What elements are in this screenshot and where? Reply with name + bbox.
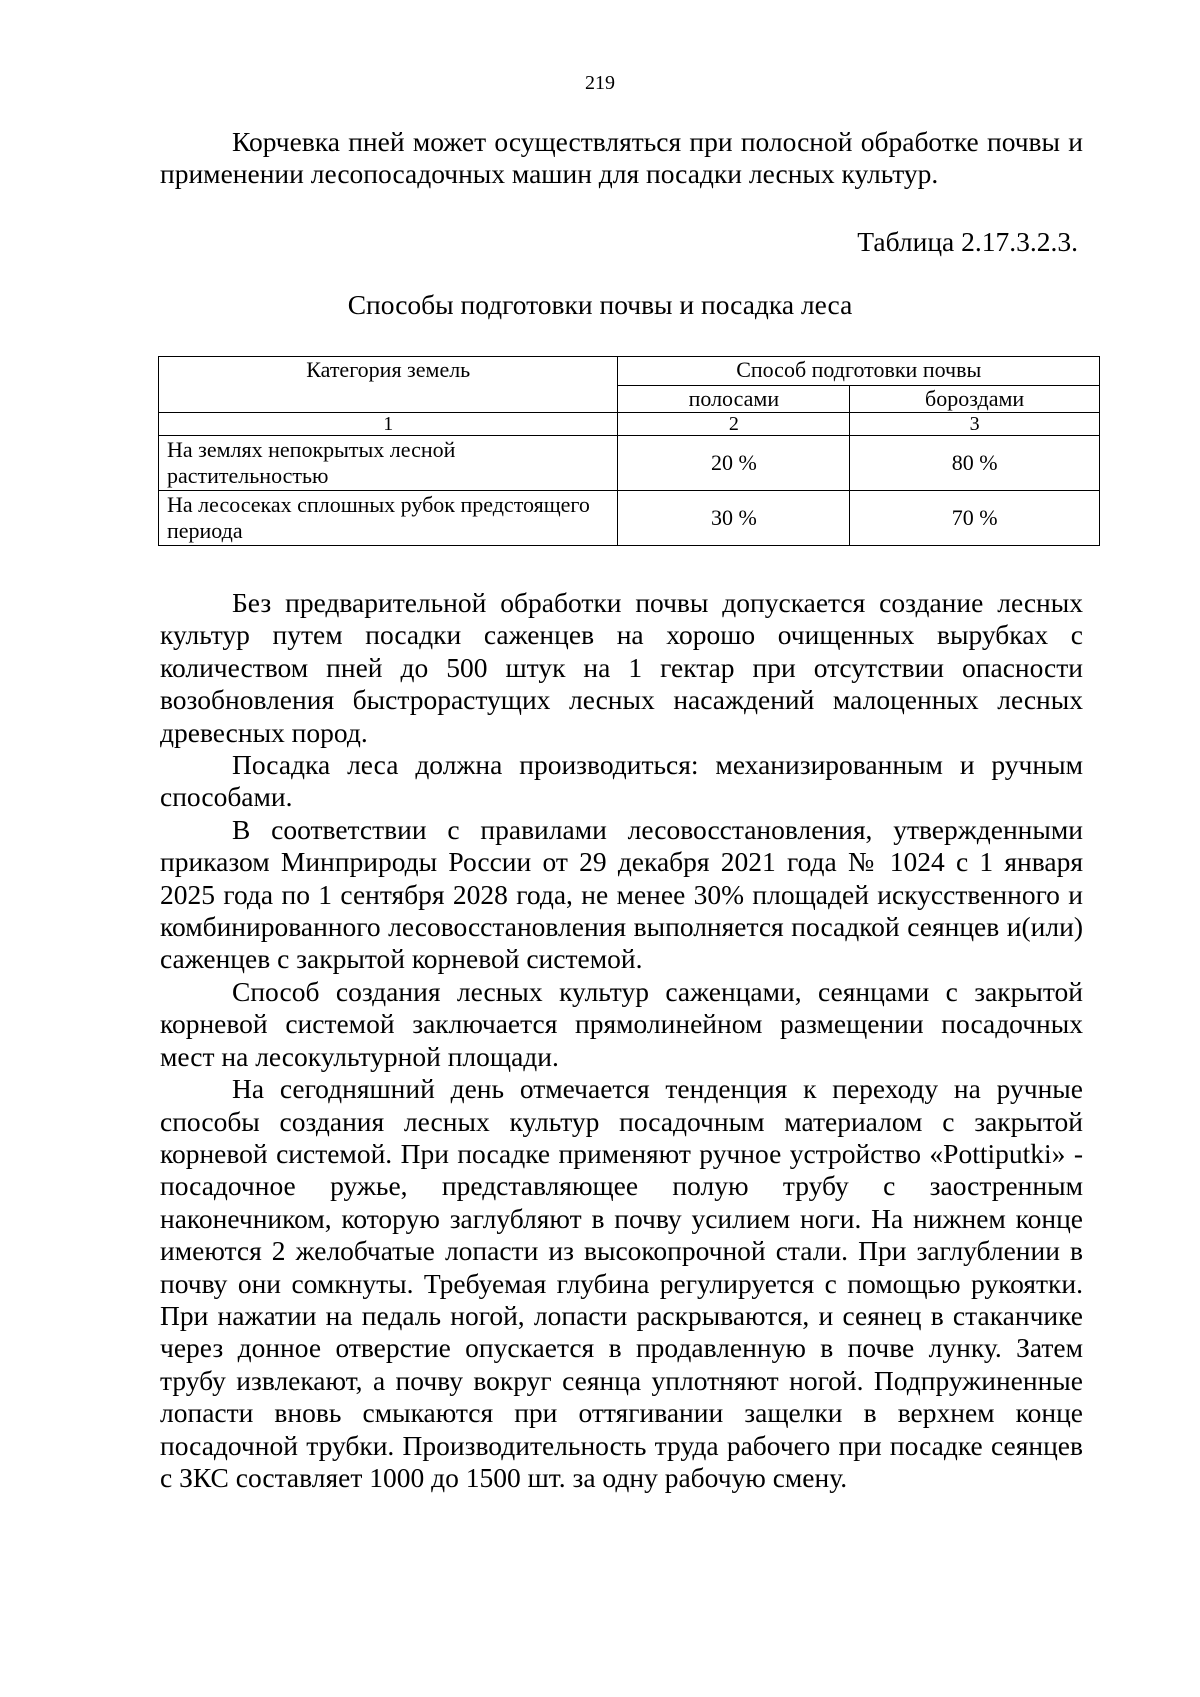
paragraph-no-preparation: Без предварительной обработки почвы допускается создание лесных культур путем посадки саженцев на хорошо очищенных вырубках с количеством пней до 500 штук на 1 гектар при отсутствии опасности возобновления быстрорастущих лесных насаждений малоценных лесных древесных пород. xyxy=(160,587,1083,748)
intro-paragraph: Корчевка пней может осуществляться при полосной обработке почвы и применении лесопосадочных машин для посадки лесных культур. xyxy=(160,126,1083,190)
soil-preparation-table xyxy=(158,356,1100,546)
column-number: 3 xyxy=(850,413,1100,436)
paragraph-closed-root-method: Способ создания лесных культур саженцами, сеянцами с закрытой корневой системой заключается прямолинейном размещении посадочных мест на лесокультурной площади. xyxy=(160,975,1083,1072)
column-number: 2 xyxy=(618,413,850,436)
table-caption: Таблица 2.17.3.2.3. xyxy=(857,226,1078,257)
header-method-group: Способ подготовки почвы xyxy=(618,357,1100,386)
header-land-category: Категория земель xyxy=(159,357,618,413)
table-title: Способы подготовки почвы и посадка леса xyxy=(347,289,853,320)
row-category: На лесосеках сплошных рубок предстоящего периода xyxy=(159,491,618,546)
row-furrows-value: 80 % xyxy=(850,436,1100,491)
header-furrows: бороздами xyxy=(850,386,1100,413)
table-row xyxy=(159,436,1100,491)
intro-section xyxy=(160,126,1083,191)
table-row xyxy=(159,491,1100,546)
page-number: 219 xyxy=(585,72,615,94)
body-text xyxy=(160,587,1083,1494)
header-strips: полосами xyxy=(618,386,850,413)
row-furrows-value: 70 % xyxy=(850,491,1100,546)
paragraph-planting-methods: Посадка леса должна производиться: механизированным и ручным способами. xyxy=(160,749,1083,813)
row-category: На землях непокрытых лесной растительностью xyxy=(159,436,618,491)
paragraph-regulations: В соответствии с правилами лесовосстановления, утвержденными приказом Минприроды России от 29 декабря 2021 года № 1024 с 1 января 2025 года по 1 сентября 2028 года, не менее 30% площадей искусственного и комбинированного лесовосстановления выполняется посадкой сеянцев и(или) саженцев с закрытой корневой системой. xyxy=(160,813,1083,975)
row-strips-value: 20 % xyxy=(618,436,850,491)
row-strips-value: 30 % xyxy=(618,491,850,546)
column-number: 1 xyxy=(159,413,618,436)
paragraph-pottiputki: На сегодняшний день отмечается тенденция к переходу на ручные способы создания лесных культур посадочным материалом с закрытой корневой системой. При посадке применяют ручное устройство «Pottiputki» - посадочное ружье, представляющее полую трубу с заостренным наконечником, которую заглубляют в почву усилием ноги. На нижнем конце имеются 2 желобчатые лопасти из высокопрочной стали. При заглублении в почву они сомкнуты. Требуемая глубина регулируется с помощью рукоятки. При нажатии на педаль ногой, лопасти раскрываются, и сеянец в стаканчике через донное отверстие опускается в продавленную в почве лунку. Затем трубу извлекают, а почву вокруг сеянца уплотняют ногой. Подпружиненные лопасти вновь смыкаются при оттягивании защелки в верхнем конце посадочной трубки. Производительность труда рабочего при посадке сеянцев с ЗКС составляет 1000 до 1500 шт. за одну рабочую смену. xyxy=(160,1073,1083,1493)
